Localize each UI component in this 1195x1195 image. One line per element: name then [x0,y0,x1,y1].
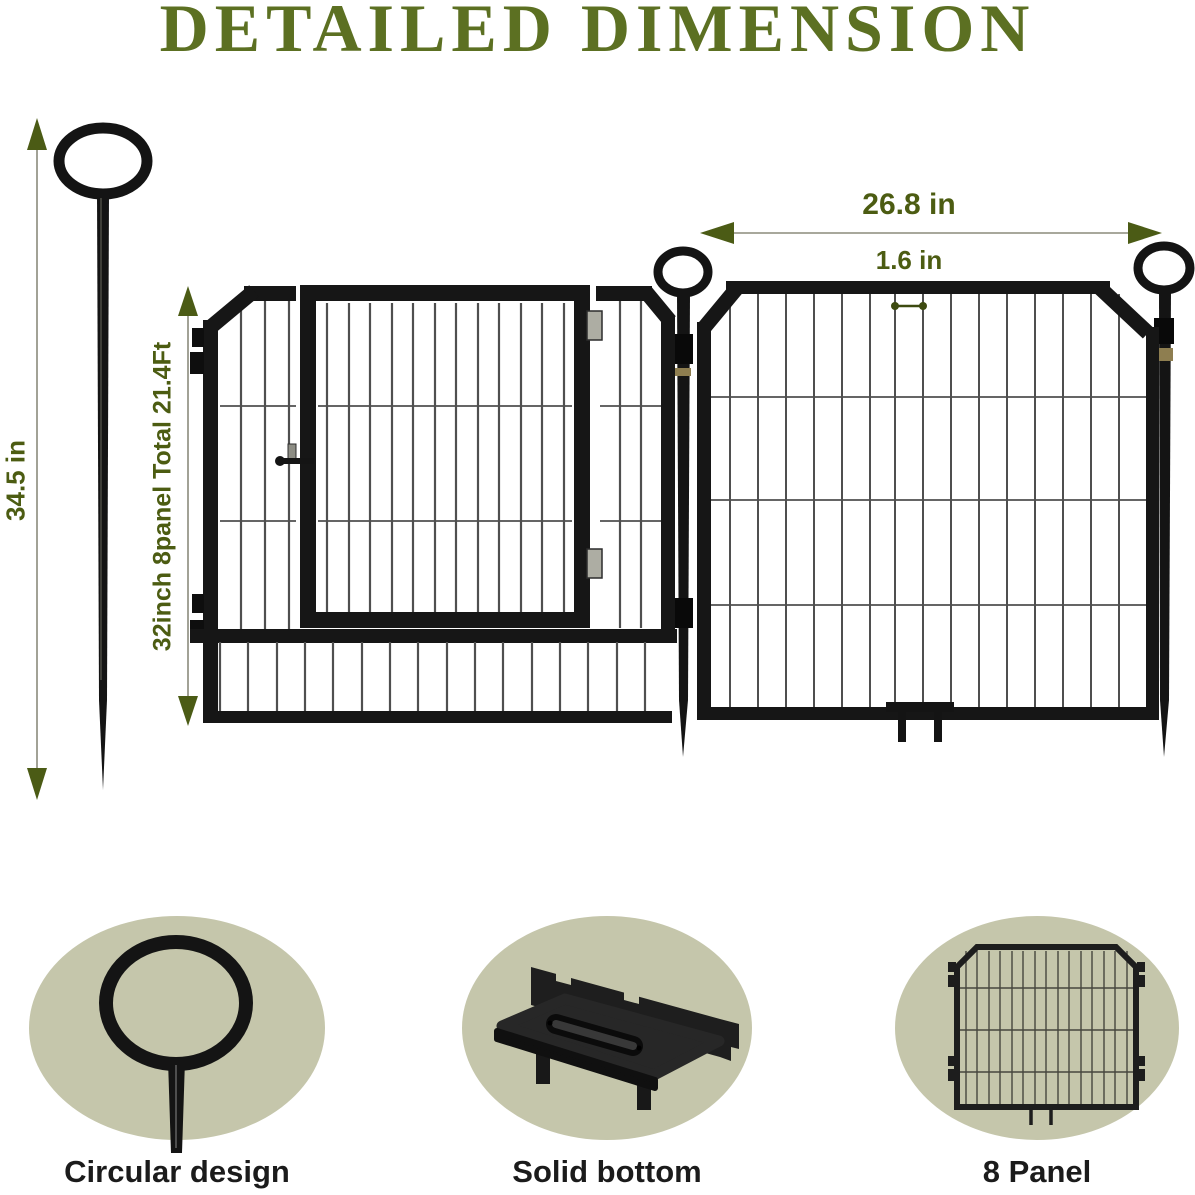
gate-section [190,286,677,723]
bar-gap-label: 1.6 in [875,245,943,275]
feature-label-circular-design: Circular design [64,1154,290,1189]
fence-panel [697,281,1159,742]
feature-label-8-panel: 8 Panel [982,1154,1092,1189]
bottom-foot-bracket [886,702,954,742]
stake-height-label: 34.5 in [0,440,31,521]
ground-stake [59,128,147,790]
gate-right-panel [596,286,675,642]
gate-left-panel [190,286,296,723]
gate-section-lower-bars [190,629,677,723]
page-title: DETAILED DIMENSION [159,0,1036,66]
ring-stake-icon [29,916,325,1153]
panel-total-label: 32inch 8panel Total 21.4Ft [148,341,177,652]
gate-door [308,293,582,620]
mini-fence-panel-icon [895,916,1179,1140]
panel-width-dimension-arrow [700,222,1162,244]
panel-width-label: 26.8 in [862,188,956,221]
bar-gap-indicator [891,302,927,310]
feature-label-solid-bottom: Solid bottom [512,1154,702,1189]
bottom-bracket-icon [462,916,752,1140]
